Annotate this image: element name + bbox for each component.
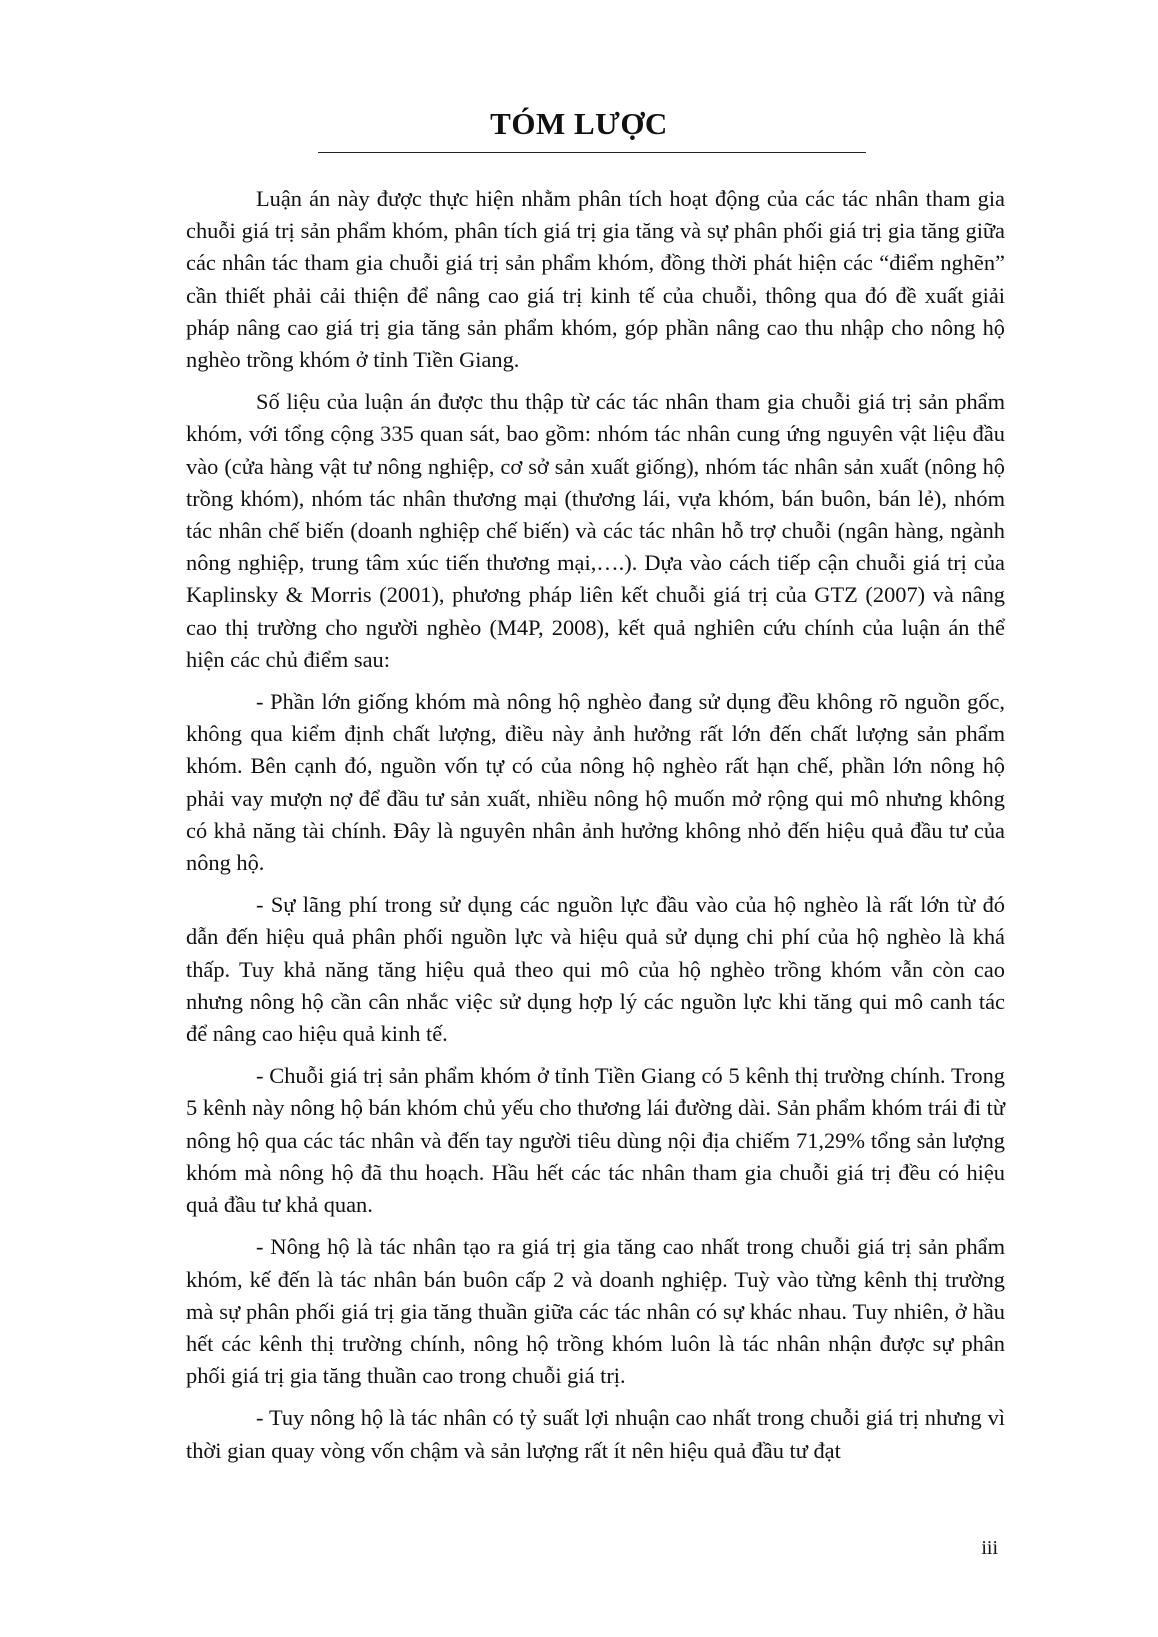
paragraph-finding-resource-waste: - Sự lãng phí trong sử dụng các nguồn lực đầu vào của hộ nghèo là rất lớn từ đó dẫn đến hiệu quả phân phối nguồn lực và hiệu quả sử dụng chi phí của hộ nghèo là khá thấp. Tuy khả năng tăng hiệu quả theo qui mô của hộ nghèo trồng khóm vẫn còn cao nhưng nông hộ cần cân nhắc việc sử dụng hợp lý các nguồn lực khi tăng qui mô canh tác để nâng cao hiệu quả kinh tế.: [186, 892, 1005, 1047]
page-number: iii: [981, 1537, 998, 1559]
paragraph-finding-seed-capital: - Phần lớn giống khóm mà nông hộ nghèo đang sử dụng đều không rõ nguồn gốc, không qua kiểm định chất lượng, điều này ảnh hưởng rất lớn đến chất lượng sản phẩm khóm. Bên cạnh đó, nguồn vốn tự có của nông hộ nghèo rất hạn chế, phần lớn nông hộ phải vay mượn nợ để đầu tư sản xuất, nhiều nông hộ muốn mở rộng qui mô nhưng không có khả năng tài chính. Đây là nguyên nhân ảnh hưởng không nhỏ đến hiệu quả đầu tư của nông hộ.: [186, 689, 1005, 876]
paragraph-intro: Luận án này được thực hiện nhằm phân tích hoạt động của các tác nhân tham gia chuỗi giá trị sản phẩm khóm, phân tích giá trị gia tăng và sự phân phối giá trị gia tăng giữa các nhân tác tham gia chuỗi giá trị sản phẩm khóm, đồng thời phát hiện các “điểm nghẽn” cần thiết phải cải thiện để nâng cao giá trị kinh tế của chuỗi, thông qua đó đề xuất giải pháp nâng cao giá trị gia tăng sản phẩm khóm, góp phần nâng cao thu nhập cho nông hộ nghèo trồng khóm ở tỉnh Tiền Giang.: [186, 186, 1005, 373]
title-underline: [318, 152, 866, 153]
paragraph-data-method: Số liệu của luận án được thu thập từ các tác nhân tham gia chuỗi giá trị sản phẩm khóm, với tổng cộng 335 quan sát, bao gồm: nhóm tác nhân cung ứng nguyên vật liệu đầu vào (cửa hàng vật tư nông nghiệp, cơ sở sản xuất giống), nhóm tác nhân sản xuất (nông hộ trồng khóm), nhóm tác nhân thương mại (thương lái, vựa khóm, bán buôn, bán lẻ), nhóm tác nhân chế biến (doanh nghiệp chế biến) và các tác nhân hỗ trợ chuỗi (ngân hàng, ngành nông nghiệp, trung tâm xúc tiến thương mại,….). Dựa vào cách tiếp cận chuỗi giá trị của Kaplinsky & Morris (2001), phương pháp liên kết chuỗi giá trị của GTZ (2007) và nâng cao thị trường cho người nghèo (M4P, 2008), kết quả nghiên cứu chính của luận án thể hiện các chủ điểm sau:: [186, 389, 1005, 672]
paragraph-finding-market-channels: - Chuỗi giá trị sản phẩm khóm ở tỉnh Tiền Giang có 5 kênh thị trường chính. Trong 5 kênh này nông hộ bán khóm chủ yếu cho thương lái đường dài. Sản phẩm khóm trái đi từ nông hộ qua các tác nhân và đến tay người tiêu dùng nội địa chiếm 71,29% tổng sản lượng khóm mà nông hộ đã thu hoạch. Hầu hết các tác nhân tham gia chuỗi giá trị đều có hiệu quả đầu tư khả quan.: [186, 1063, 1005, 1218]
paragraph-finding-profit-rate: - Tuy nông hộ là tác nhân có tỷ suất lợi nhuận cao nhất trong chuỗi giá trị nhưng vì thời gian quay vòng vốn chậm và sản lượng rất ít nên hiệu quả đầu tư đạt: [186, 1405, 1005, 1463]
paragraph-finding-value-added: - Nông hộ là tác nhân tạo ra giá trị gia tăng cao nhất trong chuỗi giá trị sản phẩm khóm, kế đến là tác nhân bán buôn cấp 2 và doanh nghiệp. Tuỳ vào từng kênh thị trường mà sự phân phối giá trị gia tăng thuần giữa các tác nhân có sự khác nhau. Tuy nhiên, ở hầu hết các kênh thị trường chính, nông hộ trồng khóm luôn là tác nhân nhận được sự phân phối giá trị gia tăng thuần cao trong chuỗi giá trị.: [186, 1234, 1005, 1389]
document-body: [186, 183, 1005, 1477]
page-title: TÓM LƯỢC: [490, 106, 668, 141]
